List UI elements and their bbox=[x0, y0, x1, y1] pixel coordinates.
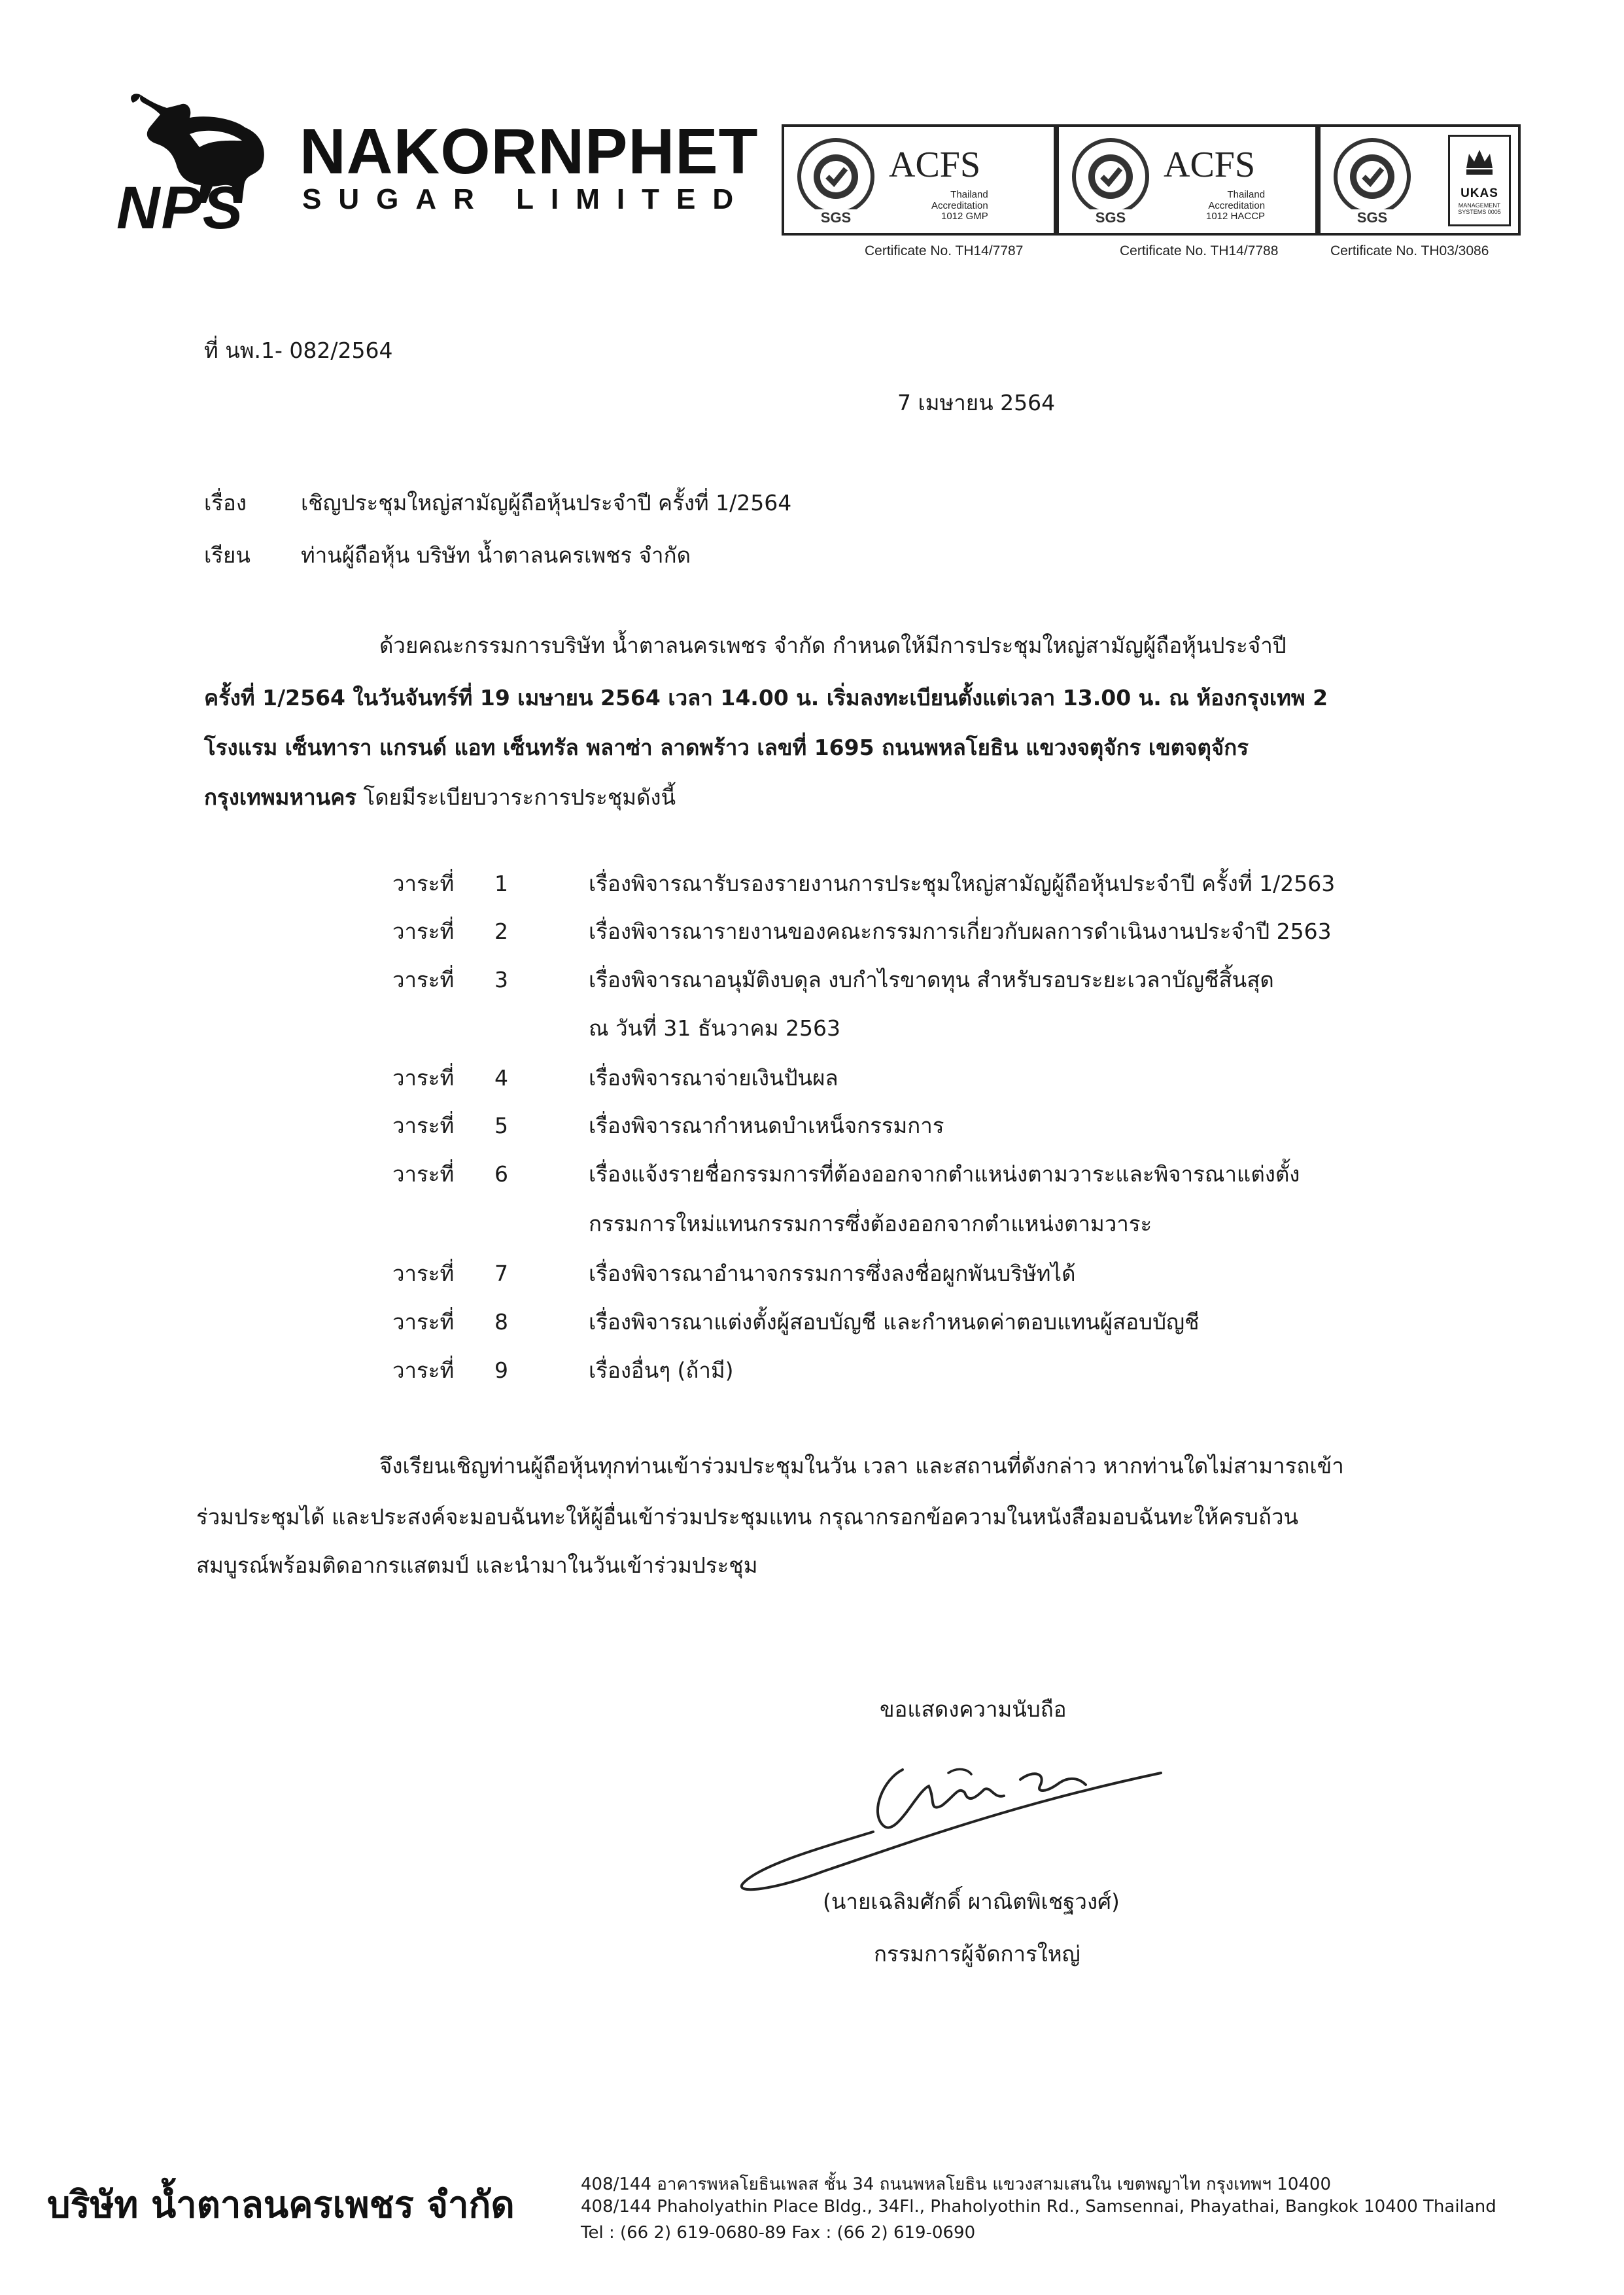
agenda-label: วาระที่ bbox=[392, 871, 455, 896]
cert-badge-gmp bbox=[782, 124, 1056, 236]
agenda-number: 9 bbox=[494, 1358, 508, 1383]
acfs-caption: Thailand Accreditation 1012 HACCP bbox=[1206, 189, 1266, 222]
agenda-label: วาระที่ bbox=[392, 1065, 455, 1091]
agenda-label: วาระที่ bbox=[392, 1309, 455, 1335]
agenda-number: 2 bbox=[494, 919, 508, 944]
agenda-number: 4 bbox=[494, 1065, 508, 1091]
footer-address-thai: 408/144 อาคารพหลโยธินเพลส ชั้น 34 ถนนพหลโยธิน แขวงสามเสนใน เขตพญาไท กรุงเทพฯ 10400 bbox=[581, 2175, 1331, 2194]
footer-company-name: บริษัท น้ำตาลนครเพชร จำกัด bbox=[47, 2184, 515, 2226]
subject-label: เรื่อง bbox=[204, 490, 247, 516]
agenda-label: วาระที่ bbox=[392, 1113, 455, 1138]
svg-text:SGS: SGS bbox=[820, 209, 852, 226]
intro-line-1: ด้วยคณะกรรมการบริษัท น้ำตาลนครเพชร จำกัด กำหนดให้มีการประชุมใหญ่สามัญผู้ถือหุ้นประจำปี bbox=[379, 633, 1287, 658]
subject-text: เชิญประชุมใหญ่สามัญผู้ถือหุ้นประจำปี ครั้งที่ 1/2564 bbox=[301, 490, 792, 516]
letter-date: 7 เมษายน 2564 bbox=[897, 390, 1056, 415]
svg-text:SGS: SGS bbox=[1095, 209, 1126, 226]
agenda-item-text: เรื่องพิจารณาแต่งตั้งผู้สอบบัญชี และกำหนดค่าตอบแทนผู้สอบบัญชี bbox=[589, 1309, 1200, 1335]
agenda-item-text: เรื่องพิจารณารับรองรายงานการประชุมใหญ่สามัญผู้ถือหุ้นประจำปี ครั้งที่ 1/2563 bbox=[589, 871, 1336, 896]
agenda-number: 7 bbox=[494, 1261, 508, 1286]
acfs-mark: ACFS bbox=[889, 145, 981, 185]
acfs-caption: Thailand Accreditation 1012 GMP bbox=[931, 189, 988, 222]
regards: ขอแสดงความนับถือ bbox=[880, 1696, 1067, 1722]
agenda-item-text: เรื่องพิจารณาอนุมัติงบดุล งบกำไรขาดทุน สำหรับรอบระยะเวลาบัญชีสิ้นสุด bbox=[589, 967, 1274, 992]
signer-title: กรรมการผู้จัดการใหญ่ bbox=[874, 1941, 1080, 1967]
intro-line-2: ครั้งที่ 1/2564 ในวันจันทร์ที่ 19 เมษายน 2564 เวลา 14.00 น. เริ่มลงทะเบียนตั้งแต่เวลา 13.00 น. ณ ห้องกรุงเทพ 2 bbox=[204, 685, 1328, 710]
signature-icon bbox=[733, 1734, 1164, 1904]
company-name: NAKORNPHET bbox=[300, 115, 759, 187]
agenda-label: วาระที่ bbox=[392, 919, 455, 944]
crown-icon bbox=[1460, 142, 1499, 181]
intro-line-4: กรุงเทพมหานคร โดยมีระเบียบวาระการประชุมดังนี้ bbox=[204, 784, 676, 810]
agenda-number: 5 bbox=[494, 1113, 508, 1138]
agenda-item-text: เรื่องพิจารณากำหนดบำเหน็จกรรมการ bbox=[589, 1113, 944, 1138]
recipient-label: เรียน bbox=[204, 542, 251, 568]
agenda-item-text-cont: กรรมการใหม่แทนกรรมการซึ่งต้องออกจากตำแหน่งตามวาระ bbox=[589, 1211, 1152, 1236]
agenda-number: 3 bbox=[494, 967, 508, 992]
agenda-item-text: เรื่องพิจารณาจ่ายเงินปันผล bbox=[589, 1065, 838, 1091]
agenda-item-text: เรื่องพิจารณาอำนาจกรรมการซึ่งลงชื่อผูกพันบริษัทได้ bbox=[589, 1261, 1076, 1286]
footer-address-english: 408/144 Phaholyathin Place Bldg., 34Fl., Phaholyothin Rd., Samsennai, Phayathai, Bangkok 10400 Thailand bbox=[581, 2197, 1496, 2216]
certificate-number-gmp: Certificate No. TH14/7787 bbox=[865, 243, 1024, 258]
ukas-badge: UKAS MANAGEMENT SYSTEMS 0005 bbox=[1448, 135, 1511, 226]
cert-badge-haccp bbox=[1056, 124, 1318, 236]
closing-line-3: สมบูรณ์พร้อมติดอากรแสตมป์ และนำมาในวันเข้าร่วมประชุม bbox=[196, 1552, 758, 1578]
svg-text:SGS: SGS bbox=[1356, 209, 1388, 226]
recipient-text: ท่านผู้ถือหุ้น บริษัท น้ำตาลนครเพชร จำกัด bbox=[301, 542, 691, 568]
certificate-number-iso: Certificate No. TH03/3086 bbox=[1330, 243, 1489, 258]
reference-number: ที่ นพ.1- 082/2564 bbox=[204, 338, 393, 363]
company-subtitle: SUGAR LIMITED bbox=[302, 183, 751, 215]
agenda-item-text-cont: ณ วันที่ 31 ธันวาคม 2563 bbox=[589, 1015, 840, 1041]
agenda-number: 1 bbox=[494, 871, 508, 896]
certificate-number-haccp: Certificate No. TH14/7788 bbox=[1120, 243, 1279, 258]
intro-line-3: โรงแรม เซ็นทารา แกรนด์ แอท เซ็นทรัล พลาซ่า ลาดพร้าว เลขที่ 1695 ถนนพหลโยธิน แขวงจตุจักร เขตจตุจักร bbox=[204, 735, 1249, 760]
agenda-number: 6 bbox=[494, 1161, 508, 1187]
agenda-label: วาระที่ bbox=[392, 1261, 455, 1286]
sgs-seal-icon bbox=[791, 136, 881, 226]
closing-line-2: ร่วมประชุมได้ และประสงค์จะมอบฉันทะให้ผู้อื่นเข้าร่วมประชุมแทน กรุณากรอกข้อความในหนังสือมอบฉันทะให้ครบถ้วน bbox=[196, 1504, 1299, 1530]
agenda-label: วาระที่ bbox=[392, 1358, 455, 1383]
agenda-label: วาระที่ bbox=[392, 967, 455, 992]
sgs-seal-icon bbox=[1065, 136, 1156, 226]
footer-contact: Tel : (66 2) 619-0680-89 Fax : (66 2) 619-0690 bbox=[581, 2223, 976, 2243]
agenda-item-text: เรื่องอื่นๆ (ถ้ามี) bbox=[589, 1358, 734, 1383]
acfs-mark: ACFS bbox=[1164, 145, 1256, 185]
closing-line-1: จึงเรียนเชิญท่านผู้ถือหุ้นทุกท่านเข้าร่วมประชุมในวัน เวลา และสถานที่ดังกล่าว หากท่านใดไม่สามารถเข้า bbox=[379, 1453, 1344, 1479]
cert-badge-iso bbox=[1318, 124, 1521, 236]
agenda-item-text: เรื่องแจ้งรายชื่อกรรมการที่ต้องออกจากตำแหน่งตามวาระและพิจารณาแต่งตั้ง bbox=[589, 1161, 1300, 1187]
agenda-item-text: เรื่องพิจารณารายงานของคณะกรรมการเกี่ยวกับผลการดำเนินงานประจำปี 2563 bbox=[589, 919, 1332, 944]
nps-logo-text: NPS bbox=[116, 175, 245, 241]
signer-name: (นายเฉลิมศักดิ์ ผาณิตพิเชฐวงศ์) bbox=[823, 1889, 1120, 1914]
agenda-label: วาระที่ bbox=[392, 1161, 455, 1187]
sgs-seal-icon bbox=[1327, 136, 1417, 226]
agenda-number: 8 bbox=[494, 1309, 508, 1335]
